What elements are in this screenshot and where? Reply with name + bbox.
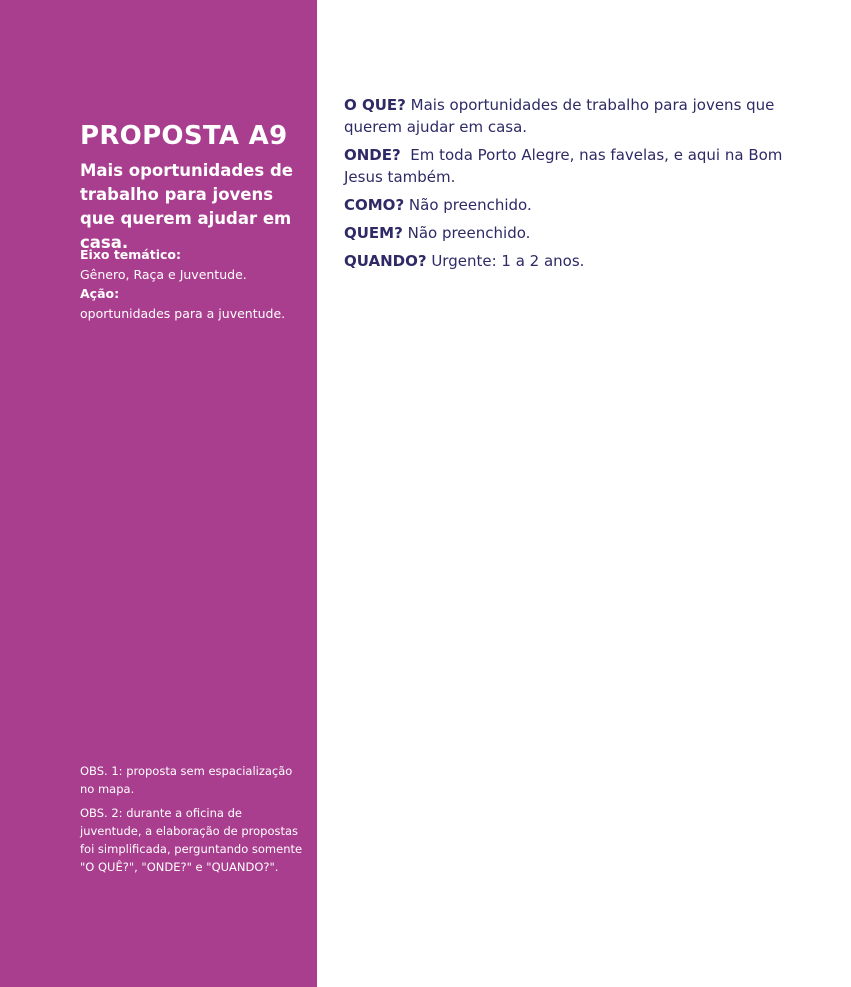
detail-label: O QUE? (344, 96, 406, 114)
detail-onde (344, 144, 814, 188)
detail-o-que (344, 94, 814, 138)
proposal-meta (80, 245, 305, 323)
eixo-value: Gênero, Raça e Juventude. (80, 266, 247, 282)
detail-label: QUANDO? (344, 252, 427, 270)
detail-label: ONDE? (344, 146, 401, 164)
detail-label: QUEM? (344, 224, 403, 242)
detail-text: Em toda Porto Alegre, nas favelas, e aqui na Bom Jesus também. (344, 146, 783, 186)
note-1: OBS. 1: proposta sem espacialização no mapa. (80, 764, 293, 796)
detail-como (344, 194, 814, 216)
detail-label: COMO? (344, 196, 405, 214)
detail-text: Mais oportunidades de trabalho para jovens que querem ajudar em casa. (344, 96, 775, 136)
proposal-title: PROPOSTA A9 (80, 121, 288, 151)
detail-text: Urgente: 1 a 2 anos. (431, 252, 585, 270)
detail-text: Não preenchido. (407, 224, 531, 242)
detail-quando (344, 250, 814, 272)
note-2: OBS. 2: durante a oficina de juventude, a elaboração de propostas foi simplificada, perguntando somente "O QUÊ?", "ONDE?" e "QUANDO?". (80, 806, 303, 874)
acao-label: Ação: (80, 286, 120, 301)
proposal-subtitle: Mais oportunidades de trabalho para jovens que querem ajudar em casa. (80, 161, 293, 252)
proposal-details (344, 94, 814, 278)
eixo-label: Eixo temático: (80, 247, 181, 262)
detail-text: Não preenchido. (408, 196, 532, 214)
sidebar-panel (0, 0, 317, 987)
acao-value: oportunidades para a juventude. (80, 305, 286, 321)
detail-quem (344, 222, 814, 244)
notes (80, 762, 305, 882)
